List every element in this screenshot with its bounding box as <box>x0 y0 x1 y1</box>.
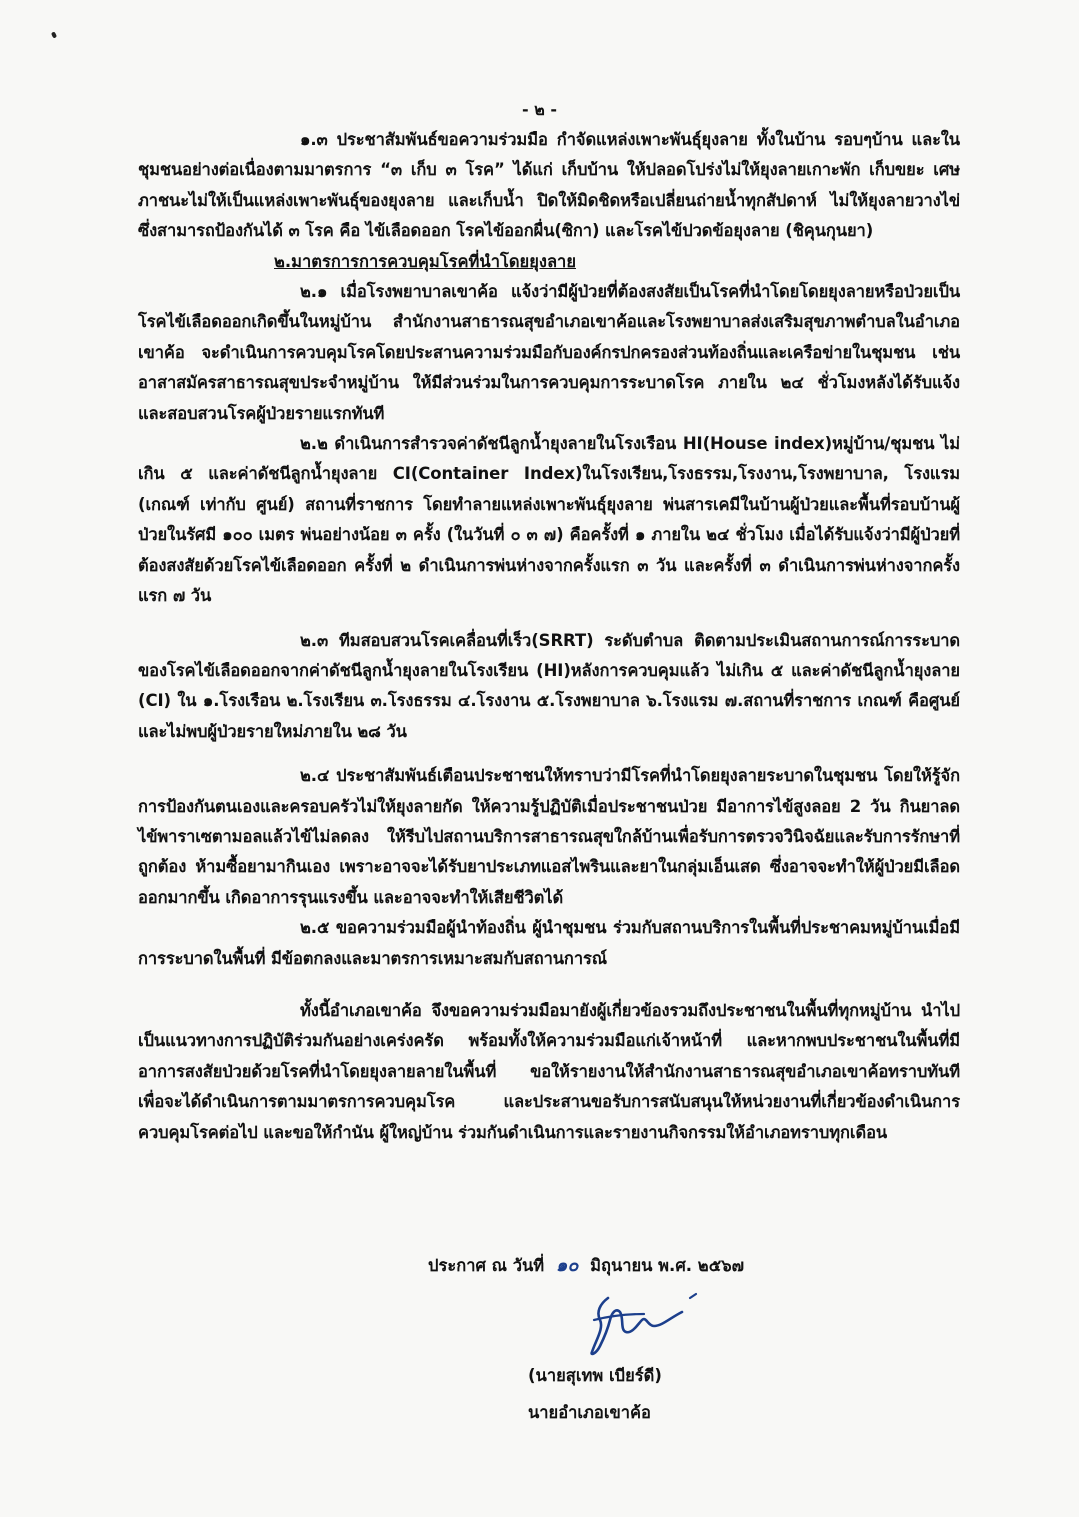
paragraph-gap <box>138 747 960 761</box>
announcement-day: ๑๐ <box>555 1255 579 1276</box>
section-heading-2: ๒.มาตรการการควบคุมโรคที่นำโดยยุงลาย <box>274 251 576 271</box>
page-number: - ๒ - <box>522 100 557 119</box>
signature-icon <box>586 1290 706 1360</box>
announcement-prefix: ประกาศ ณ วันที่ <box>428 1256 545 1275</box>
paragraph-2-4: ๒.๔ ประชาสัมพันธ์เตือนประชาชนให้ทราบว่ามีโรคที่นำโดยยุงลายระบาดในชุมชน โดยให้รู้จักการป้องกันตนเองและครอบครัวไม่ให้ยุงลายกัด ให้ความรู้ปฏิบัติเมื่อประชาชนป่วย มีอาการไข้สูงลอย 2 วัน กินยาลดไข้พาราเซตามอลแล้วไข้ไม่ลดลง ให้รีบไปสถานบริการสาธารณสุขใกล้บ้านเพื่อรับการตรวจวินิจฉัยและรับการรักษาที่ถูกต้อง ห้ามซื้อยามากินเอง เพราะอาจจะได้รับยาประเภทแอสไพรินและยาในกลุ่มเอ็นเสด ซึ่งอาจจะทำให้ผู้ป่วยมีเลือดออกมากขึ้น เกิดอาการรุนแรงขึ้น และอาจจะทำให้เสียชีวิตได้ <box>138 766 960 907</box>
paragraph-2-2: ๒.๒ ดำเนินการสำรวจค่าดัชนีลูกน้ำยุงลายในโรงเรือน HI(House index)หมู่บ้าน/ชุมชน ไม่เกิน ๕ และค่าดัชนีลูกน้ำยุงลาย CI(Container Index)ในโรงเรียน,โรงธรรม,โรงงาน,โรงพยาบาล, โรงแรม (เกณฑ์ เท่ากับ ศูนย์) สถานที่ราชการ โดยทำลายแหล่งเพาะพันธุ์ยุงลาย พ่นสารเคมีในบ้านผู้ป่วยและพื้นที่รอบบ้านผู้ป่วยในรัศมี ๑๐๐ เมตร พ่นอย่างน้อย ๓ ครั้ง (ในวันที่ ๐ ๓ ๗) คือครั้งที่ ๑ ภายใน ๒๔ ชั่วโมง เมื่อได้รับแจ้งว่ามีผู้ป่วยที่ต้องสงสัยด้วยโรคไข้เลือดออก ครั้งที่ ๒ ดำเนินการพ่นห่างจากครั้งแรก ๓ วัน และครั้งที่ ๓ ดำเนินการพ่นห่างจากครั้งแรก ๗ วัน <box>138 434 960 606</box>
signer-title: นายอำเภอเขาค้อ <box>528 1403 651 1422</box>
paragraph-1-3: ๑.๓ ประชาสัมพันธ์ขอความร่วมมือ กำจัดแหล่งเพาะพันธุ์ยุงลาย ทั้งในบ้าน รอบๆบ้าน และในชุมชนอย่างต่อเนื่องตามมาตรการ “๓ เก็บ ๓ โรค” ได้แก่ เก็บบ้าน ให้ปลอดโปร่งไม่ให้ยุงลายเกาะพัก เก็บขยะ เศษภาชนะไม่ให้เป็นแหล่งเพาะพันธุ์ของยุงลาย และเก็บน้ำ ปิดให้มิดชิดหรือเปลี่ยนถ่ายน้ำทุกสัปดาห์ ไม่ให้ยุงลายวางไข่ ซึ่งสามารถป้องกันได้ ๓ โรค คือ ไข้เลือดออก โรคไข้ออกผื่น(ซิกา) และโรคไข้ปวดข้อยุงลาย (ชิคุนกุนยา) <box>138 130 960 241</box>
scan-speck <box>51 31 57 38</box>
announcement-date <box>428 1250 744 1279</box>
paragraph-2-5: ๒.๕ ขอความร่วมมือผู้นำท้องถิ่น ผู้นำชุมชน ร่วมกับสถานบริการในพื้นที่ประชาคมหมู่บ้านเมื่อมีการระบาดในพื้นที่ มีข้อตกลงและมาตรการเหมาะสมกับสถานการณ์ <box>138 918 960 968</box>
closing-paragraph: ทั้งนี้อำเภอเขาค้อ จึงขอความร่วมมือมายังผู้เกี่ยวข้องรวมถึงประชาชนในพื้นที่ทุกหมู่บ้าน นำไปเป็นแนวทางการปฏิบัติร่วมกันอย่างเคร่งครัด พร้อมทั้งให้ความร่วมมือแก่เจ้าหน้าที่ และหากพบประชาชนในพื้นที่มีอาการสงสัยป่วยด้วยโรคที่นำโดยยุงลายลายในพื้นที่ ขอให้รายงานให้สำนักงานสาธารณสุขอำเภอเขาค้อทราบทันที เพื่อจะได้ดำเนินการตามมาตรการควบคุมโรค และประสานขอรับการสนับสนุนให้หน่วยงานที่เกี่ยวข้องดำเนินการควบคุมโรคต่อไป และขอให้กำนัน ผู้ใหญ่บ้าน ร่วมกันดำเนินการและรายงานกิจกรรมให้อำเภอทราบทุกเดือน <box>138 1000 960 1142</box>
document-body <box>138 125 960 1148</box>
signer-name: (นายสุเทพ เบียร์ดี) <box>528 1366 662 1385</box>
paragraph-gap <box>138 974 960 996</box>
announcement-month-year: มิถุนายน พ.ศ. ๒๕๖๗ <box>590 1256 745 1275</box>
paragraph-gap <box>138 612 960 626</box>
paragraph-2-3: ๒.๓ ทีมสอบสวนโรคเคลื่อนที่เร็ว(SRRT) ระดับตำบล ติดตามประเมินสถานการณ์การระบาดของโรคไข้เลือดออกจากค่าดัชนีลูกน้ำยุงลายในโรงเรียน (HI)หลังการควบคุมแล้ว ไม่เกิน ๕ และค่าดัชนีลูกน้ำยุงลาย (CI) ใน ๑.โรงเรือน ๒.โรงเรียน ๓.โรงธรรม ๔.โรงงาน ๕.โรงพยาบาล ๖.โรงแรม ๗.สถานที่ราชการ เกณฑ์ คือศูนย์ และไม่พบผู้ป่วยรายใหม่ภายใน ๒๘ วัน <box>138 630 960 741</box>
paragraph-2-1: ๒.๑ เมื่อโรงพยาบาลเขาค้อ แจ้งว่ามีผู้ป่วยที่ต้องสงสัยเป็นโรคที่นำโดยโดยยุงลายหรือป่วยเป็นโรคไข้เลือดออกเกิดขึ้นในหมู่บ้าน สำนักงานสาธารณสุขอำเภอเขาค้อและโรงพยาบาลส่งเสริมสุขภาพตำบลในอำเภอเขาค้อ จะดำเนินการควบคุมโรคโดยประสานความร่วมมือกับองค์กรปกครองส่วนท้องถิ่นและเครือข่ายในชุมชน เช่น อาสาสมัครสาธารณสุขประจำหมู่บ้าน ให้มีส่วนร่วมในการควบคุมการระบาดโรค ภายใน ๒๔ ชั่วโมงหลังได้รับแจ้ง และสอบสวนโรคผู้ป่วยรายแรกทันที <box>138 282 960 423</box>
